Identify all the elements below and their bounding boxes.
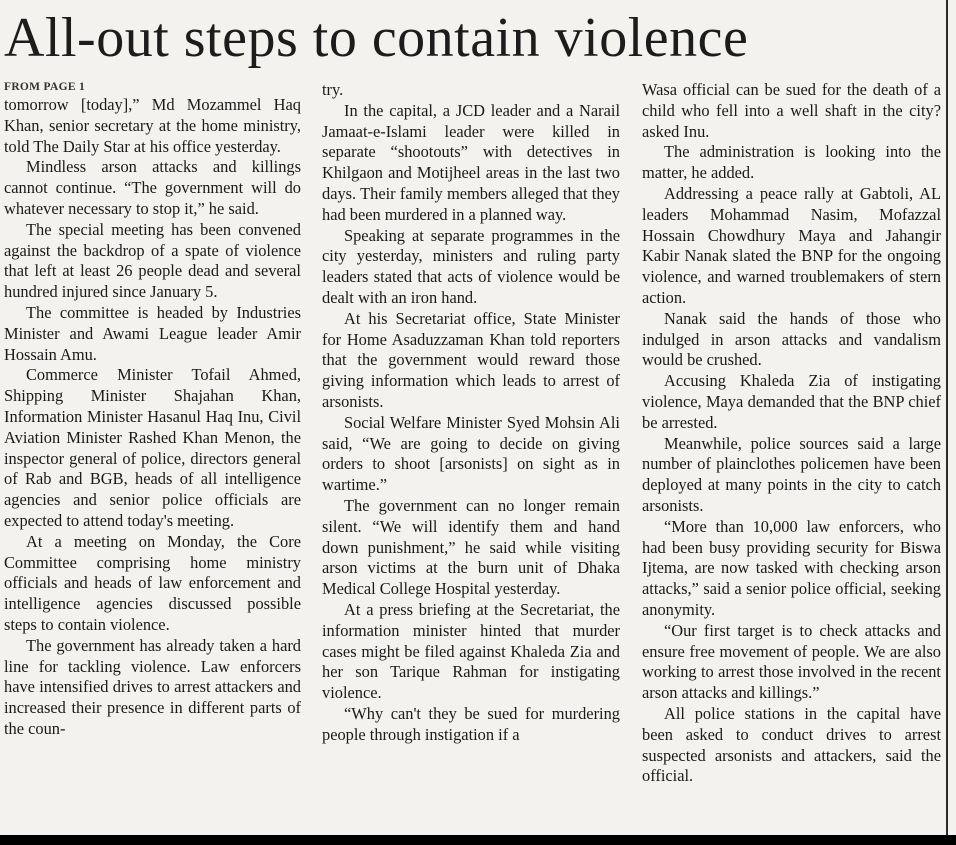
article-paragraph: At his Secretariat office, State Minister for Home Asaduzzaman Khan told reporters that the government would reward those giving information which leads to arrest of arsonists.: [322, 308, 620, 411]
article-column-1: [4, 80, 301, 835]
article-paragraph: Commerce Minister Tofail Ahmed, Shipping Minister Shajahan Khan, Information Minister Hasanul Haq Inu, Civil Aviation Minister Rashed Khan Menon, the inspector general of police, directors general of Rab and BGB, heads of all intelligence agencies and senior police officials are expected to attend today's meeting.: [4, 365, 301, 530]
article-paragraph: try.: [322, 80, 344, 99]
article-paragraph: Social Welfare Minister Syed Mohsin Ali said, “We are going to decide on giving orders to shoot [arsonists] on sight as in wartime.”: [322, 412, 620, 495]
article-paragraph: tomorrow [today],” Md Mozammel Haq Khan, senior secretary at the home ministry, told The Daily Star at his office yesterday.: [4, 95, 301, 156]
article-paragraph: In the capital, a JCD leader and a Narail Jamaat-e-Islami leader were killed in separate “shootouts” with detectives in Khilgaon and Motijheel areas in the last two days. Their family members alleged that they had been murdered in a planned way.: [322, 100, 620, 224]
article-paragraph: “More than 10,000 law enforcers, who had been busy providing security for Biswa Ijtema, are now tasked with checking arson attacks,” said a senior police official, seeking anonymity.: [642, 516, 941, 619]
article-paragraph: The special meeting has been convened against the backdrop of a spate of violence that left at least 26 people dead and several hundred injured since January 5.: [4, 219, 301, 302]
article-paragraph: The government has already taken a hard line for tackling violence. Law enforcers have intensified drives to arrest attackers and increased their presence in different parts of the coun-: [4, 635, 301, 738]
dateline: FROM PAGE 1: [4, 81, 86, 93]
article-paragraph: The committee is headed by Industries Minister and Awami League leader Amir Hossain Amu.: [4, 302, 301, 364]
article-paragraph: The government can no longer remain silent. “We will identify them and hand down punishment,” he said while visiting arson victims at the burn unit of Dhaka Medical College Hospital yesterday.: [322, 495, 620, 599]
article-paragraph: “Why can't they be sued for murdering people through instigation if a: [322, 703, 620, 744]
article-paragraph: All police stations in the capital have been asked to conduct drives to arrest suspected arsonists and attackers, said the official.: [642, 703, 941, 786]
article-paragraph: Speaking at separate programmes in the city yesterday, ministers and ruling party leaders stated that acts of violence would be dealt with an iron hand.: [322, 225, 620, 307]
column-rule: [946, 0, 948, 835]
bottom-border: [0, 835, 956, 845]
article-paragraph: At a meeting on Monday, the Core Committee comprising home ministry officials and heads of law enforcement and intelligence agencies discussed possible steps to contain violence.: [4, 531, 301, 634]
article-paragraph: “Our first target is to check attacks and ensure free movement of people. We are also working to arrest those involved in the recent arson attacks and killings.”: [642, 620, 941, 703]
article-paragraph: Accusing Khaleda Zia of instigating violence, Maya demanded that the BNP chief be arrested.: [642, 371, 941, 432]
article-paragraph: Wasa official can be sued for the death of a child who fell into a well shaft in the city? asked Inu.: [642, 80, 941, 141]
article-paragraph: At a press briefing at the Secretariat, the information minister hinted that murder cases might be filed against Khaleda Zia and her son Tarique Rahman for instigating violence.: [322, 599, 620, 703]
headline: All-out steps to contain violence: [4, 7, 749, 69]
article-column-2: [322, 80, 620, 835]
article-column-3: [642, 80, 941, 835]
article-paragraph: Addressing a peace rally at Gabtoli, AL leaders Mohammad Nasim, Mofazzal Hossain Chowdhury Maya and Jahangir Kabir Nanak slated the BNP for the ongoing violence, and warned troublemakers of stern action.: [642, 183, 941, 307]
article-paragraph: Meanwhile, police sources said a large number of plainclothes policemen have been deployed at many points in the city to catch arsonists.: [642, 433, 941, 515]
article-paragraph: The administration is looking into the matter, he added.: [642, 142, 941, 183]
article-paragraph: Nanak said the hands of those who indulged in arson attacks and vandalism would be crushed.: [642, 308, 941, 370]
article-paragraph: Mindless arson attacks and killings cannot continue. “The government will do whatever necessary to stop it,” he said.: [4, 157, 301, 218]
